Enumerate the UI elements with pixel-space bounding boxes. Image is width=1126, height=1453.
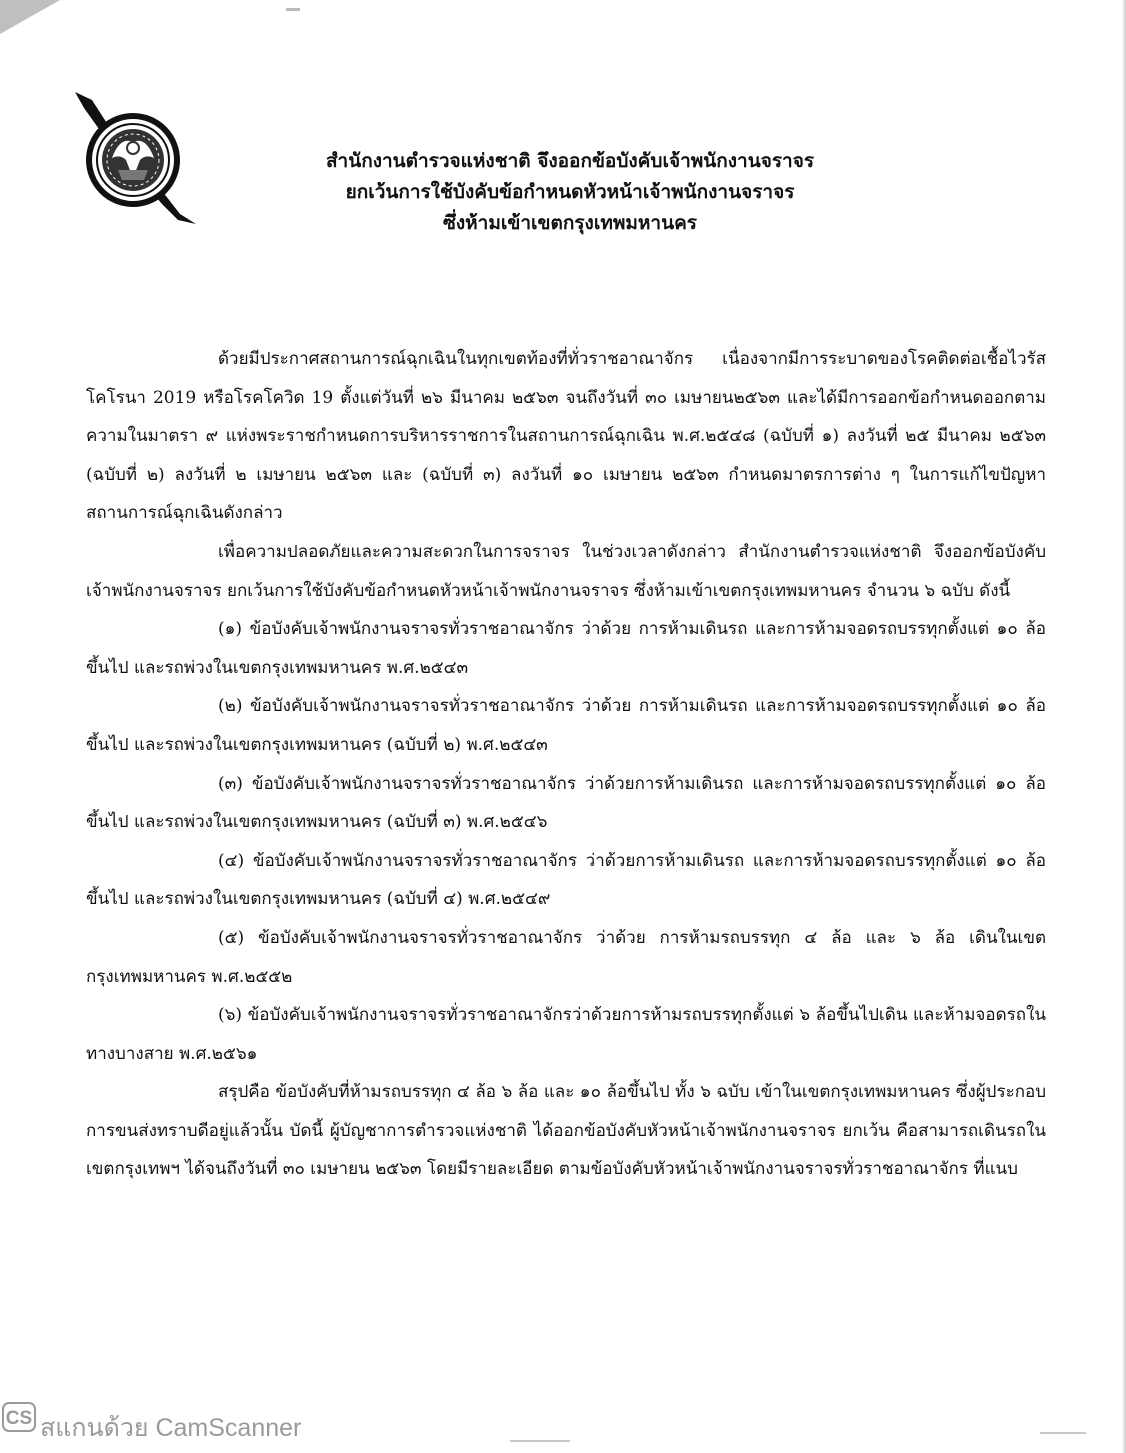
list-item-regulation-6: (๖) ข้อบังคับเจ้าพนักงานจราจรทั่วราชอาณาจักรว่าด้วยการห้ามรถบรรทุกตั้งแต่ ๖ ล้อขึ้นไปเดิน และห้ามจอดรถในทางบางสาย พ.ศ.๒๕๖๑	[86, 1005, 1046, 1064]
paragraph-summary: สรุปคือ ข้อบังคับที่ห้ามรถบรรทุก ๔ ล้อ ๖ ล้อ และ ๑๐ ล้อขึ้นไป ทั้ง ๖ ฉบับ เข้าในเขตกรุงเทพมหานคร ซึ่งผู้ประกอบการขนส่งทราบดีอยู่แล้วนั้น บัดนี้ ผู้บัญชาการตำรวจแห่งชาติ ได้ออกข้อบังคับหัวหน้าเจ้าพนักงานจราจร ยกเว้น คือสามารถเดินรถในเขตกรุงเทพฯ ได้จนถึงวันที่ ๓๐ เมษายน ๒๕๖๓ โดยมีรายละเอียด ตามข้อบังคับหัวหน้าเจ้าพนักงานจราจรทั่วราชอาณาจักร ที่แนบ	[86, 1082, 1046, 1180]
title-line-2: ยกเว้นการใช้บังคับข้อกำหนดหัวหน้าเจ้าพนักงานจราจร	[345, 181, 795, 203]
page-edge-shadow	[1122, 0, 1126, 1453]
list-item-regulation-5: (๕) ข้อบังคับเจ้าพนักงานจราจรทั่วราชอาณาจักร ว่าด้วย การห้ามรถบรรทุก ๔ ล้อ และ ๖ ล้อ เดินในเขตกรุงเทพมหานคร พ.ศ.๒๕๕๒	[86, 927, 1046, 987]
title-line-3: ซึ่งห้ามเข้าเขตกรุงเทพมหานคร	[442, 212, 697, 234]
page-corner-shadow	[0, 0, 60, 34]
paragraph-purpose: เพื่อความปลอดภัยและความสะดวกในการจราจร ในช่วงเวลาดังกล่าว สำนักงานตำรวจแห่งชาติ จึงออกข้อบังคับเจ้าพนักงานจราจร ยกเว้นการใช้บังคับข้อกำหนดหัวหน้าเจ้าพนักงานจราจร ซึ่งห้ามเข้าเขตกรุงเทพมหานคร จำนวน ๖ ฉบับ ดังนี้	[86, 541, 1046, 601]
title-line-1: สำนักงานตำรวจแห่งชาติ จึงออกข้อบังคับเจ้าพนักงานจราจร	[325, 150, 815, 172]
camscanner-text: สแกนด้วย CamScanner	[40, 1414, 302, 1442]
list-item-regulation-1: (๑) ข้อบังคับเจ้าพนักงานจราจรทั่วราชอาณาจักร ว่าด้วย การห้ามเดินรถ และการห้ามจอดรถบรรทุกตั้งแต่ ๑๐ ล้อขึ้นไป และรถพ่วงในเขตกรุงเทพมหานคร พ.ศ.๒๕๔๓	[86, 619, 1046, 678]
document-title	[230, 146, 910, 239]
list-item-regulation-4: (๔) ข้อบังคับเจ้าพนักงานจราจรทั่วราชอาณาจักร ว่าด้วยการห้ามเดินรถ และการห้ามจอดรถบรรทุกตั้งแต่ ๑๐ ล้อขึ้นไป และรถพ่วงในเขตกรุงเทพมหานคร (ฉบับที่ ๔) พ.ศ.๒๕๔๙	[86, 850, 1046, 910]
scan-mark	[286, 8, 300, 11]
paragraph-intro: ด้วยมีประกาศสถานการณ์ฉุกเฉินในทุกเขตท้องที่ทั่วราชอาณาจักร เนื่องจากมีการระบาดของโรคติดต่อเชื้อไวรัสโคโรนา 2019 หรือโรคโควิด 19 ตั้งแต่วันที่ ๒๖ มีนาคม ๒๕๖๓ จนถึงวันที่ ๓๐ เมษายน๒๕๖๓ และได้มีการออกข้อกำหนดออกตามความในมาตรา ๙ แห่งพระราชกำหนดการบริหารราชการในสถานการณ์ฉุกเฉิน พ.ศ.๒๕๔๘ (ฉบับที่ ๑) ลงวันที่ ๒๕ มีนาคม ๒๕๖๓ (ฉบับที่ ๒) ลงวันที่ ๒ เมษายน ๒๕๖๓ และ (ฉบับที่ ๓) ลงวันที่ ๑๐ เมษายน ๒๕๖๓ กำหนดมาตรการต่าง ๆ ในการแก้ไขปัญหาสถานการณ์ฉุกเฉินดังกล่าว	[86, 349, 1046, 524]
list-item-regulation-3: (๓) ข้อบังคับเจ้าพนักงานจราจรทั่วราชอาณาจักร ว่าด้วยการห้ามเดินรถ และการห้ามจอดรถบรรทุกตั้งแต่ ๑๐ ล้อขึ้นไป และรถพ่วงในเขตกรุงเทพมหานคร (ฉบับที่ ๓) พ.ศ.๒๕๔๖	[86, 773, 1046, 833]
camscanner-watermark	[0, 1396, 400, 1453]
scan-smudge	[1040, 1432, 1086, 1434]
list-item-regulation-2: (๒) ข้อบังคับเจ้าพนักงานจราจรทั่วราชอาณาจักร ว่าด้วย การห้ามเดินรถ และการห้ามจอดรถบรรทุกตั้งแต่ ๑๐ ล้อขึ้นไป และรถพ่วงในเขตกรุงเทพมหานคร (ฉบับที่ ๒) พ.ศ.๒๕๔๓	[86, 696, 1046, 755]
scan-smudge	[510, 1440, 570, 1442]
royal-thai-police-seal-icon	[70, 88, 200, 228]
document-body	[86, 340, 1046, 1189]
camscanner-logo-icon: CS	[2, 1402, 36, 1432]
